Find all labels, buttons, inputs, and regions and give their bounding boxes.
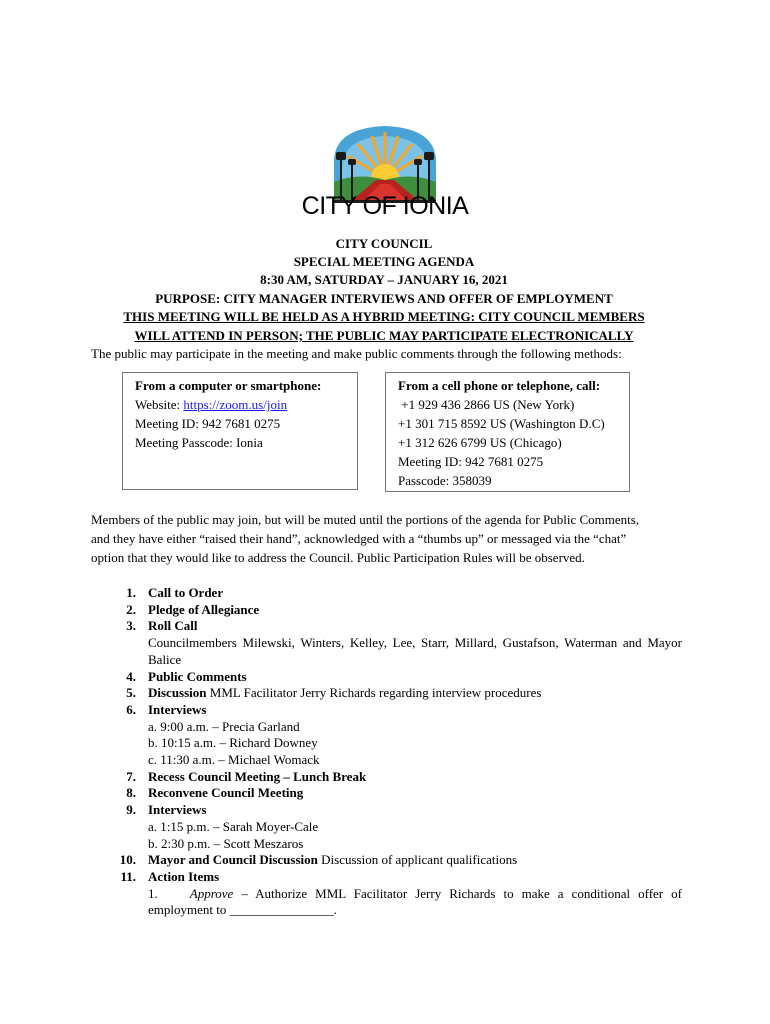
agenda-item-interviews-morning: [112, 702, 682, 769]
website-line: [135, 395, 357, 414]
agenda-item-public-comments: [112, 669, 682, 686]
computer-join-box: [122, 372, 358, 490]
intro-text: The public may participate in the meeting and make public comments through the following methods:: [91, 346, 622, 361]
phone-number-washington: +1 301 715 8592 US (Washington D.C): [398, 416, 605, 431]
item-detail: Discussion of applicant qualifications: [317, 852, 518, 868]
phone-passcode: Passcode: 358039: [398, 473, 492, 488]
zoom-join-link[interactable]: https://zoom.us/join: [183, 397, 288, 412]
action-text: – Authorize MML Facilitator Jerry Richards to make a conditional offer of employment to ________________.: [148, 885, 686, 918]
item-title: Interviews: [148, 701, 207, 717]
agenda-item-call-to-order: [112, 585, 682, 602]
interview-slot: a. 9:00 a.m. – Precia Garland: [148, 718, 300, 734]
header-purpose: PURPOSE: CITY MANAGER INTERVIEWS AND OFFER OF EMPLOYMENT: [155, 291, 613, 306]
item-title: Recess Council Meeting – Lunch Break: [148, 768, 367, 784]
item-number: 7.: [126, 768, 136, 784]
agenda-item-recess: [112, 769, 682, 786]
agenda-list: [112, 585, 686, 919]
interview-slot: c. 11:30 a.m. – Michael Womack: [148, 752, 320, 768]
members-paragraph: [91, 510, 681, 567]
header-council: CITY COUNCIL: [335, 236, 433, 251]
agenda-item-reconvene: [112, 785, 682, 802]
phone-number-chicago: +1 312 626 6799 US (Chicago): [398, 435, 562, 450]
item-number: 3.: [126, 618, 136, 634]
interview-slot: a. 1:15 p.m. – Sarah Moyer-Cale: [148, 818, 319, 834]
members-line-2: and they have either “raised their hand”, acknowledged with a “thumbs up” or messaged via the “chat”: [91, 531, 627, 546]
agenda-item-pledge: [112, 602, 682, 619]
item-number: 11.: [120, 868, 136, 884]
item-number: 1.: [126, 585, 136, 600]
interview-slot: b. 10:15 a.m. – Richard Downey: [148, 735, 318, 751]
item-number: 9.: [126, 802, 136, 818]
website-label: Website:: [135, 397, 184, 412]
phone-heading: From a cell phone or telephone, call:: [398, 378, 601, 393]
phone-join-box: [385, 372, 630, 492]
computer-heading: From a computer or smartphone:: [135, 378, 322, 393]
agenda-item-roll-call: [112, 618, 682, 668]
item-detail: MML Facilitator Jerry Richards regarding interview procedures: [206, 685, 542, 701]
action-sub-number: 1.: [148, 885, 158, 901]
item-number: 2.: [126, 601, 136, 617]
item-title: Action Items: [148, 868, 220, 884]
header-datetime: 8:30 AM, SATURDAY – JANUARY 16, 2021: [260, 272, 508, 287]
computer-meeting-id: Meeting ID: 942 7681 0275: [135, 416, 281, 431]
header-agenda: SPECIAL MEETING AGENDA: [293, 254, 475, 269]
item-number: 5.: [126, 685, 136, 701]
item-number: 6.: [126, 701, 136, 717]
item-title: Public Comments: [148, 668, 247, 684]
item-title: Call to Order: [148, 585, 224, 600]
item-title: Roll Call: [148, 618, 198, 634]
agenda-item-discussion: [112, 685, 682, 702]
computer-passcode: Meeting Passcode: Ionia: [135, 435, 263, 450]
roll-call-members: Councilmembers Milewski, Winters, Kelley, Lee, Starr, Millard, Gustafson, Waterman and Mayor Balice: [148, 635, 682, 667]
agenda-item-mayor-council-discussion: [112, 852, 682, 869]
phone-meeting-id: Meeting ID: 942 7681 0275: [398, 454, 544, 469]
item-title: Mayor and Council Discussion: [148, 852, 318, 868]
item-title: Interviews: [148, 802, 207, 818]
item-number: 4.: [126, 668, 136, 684]
item-title: Reconvene Council Meeting: [148, 785, 304, 801]
item-title: Discussion: [148, 685, 207, 701]
item-title: Pledge of Allegiance: [148, 601, 260, 617]
members-line-1: Members of the public may join, but will be muted until the portions of the agenda for Public Comments,: [91, 512, 640, 527]
agenda-item-action-items: [112, 868, 686, 919]
agenda-item-interviews-afternoon: [112, 802, 682, 852]
members-line-3: option that they would like to address the Council. Public Participation Rules will be observed.: [91, 550, 585, 565]
interview-slot: b. 2:30 p.m. – Scott Meszaros: [148, 835, 304, 851]
header-hybrid-2: WILL ATTEND IN PERSON; THE PUBLIC MAY PARTICIPATE ELECTRONICALLY: [134, 328, 634, 343]
item-number: 10.: [119, 852, 136, 868]
city-name: CITY OF IONIA: [301, 192, 469, 220]
action-item-approve: [148, 885, 686, 919]
item-number: 8.: [126, 785, 136, 801]
phone-number-new-york: +1 929 436 2866 US (New York): [398, 397, 575, 412]
header-hybrid-1: THIS MEETING WILL BE HELD AS A HYBRID MEETING: CITY COUNCIL MEMBERS: [123, 309, 645, 324]
action-verb: Approve: [189, 885, 234, 901]
